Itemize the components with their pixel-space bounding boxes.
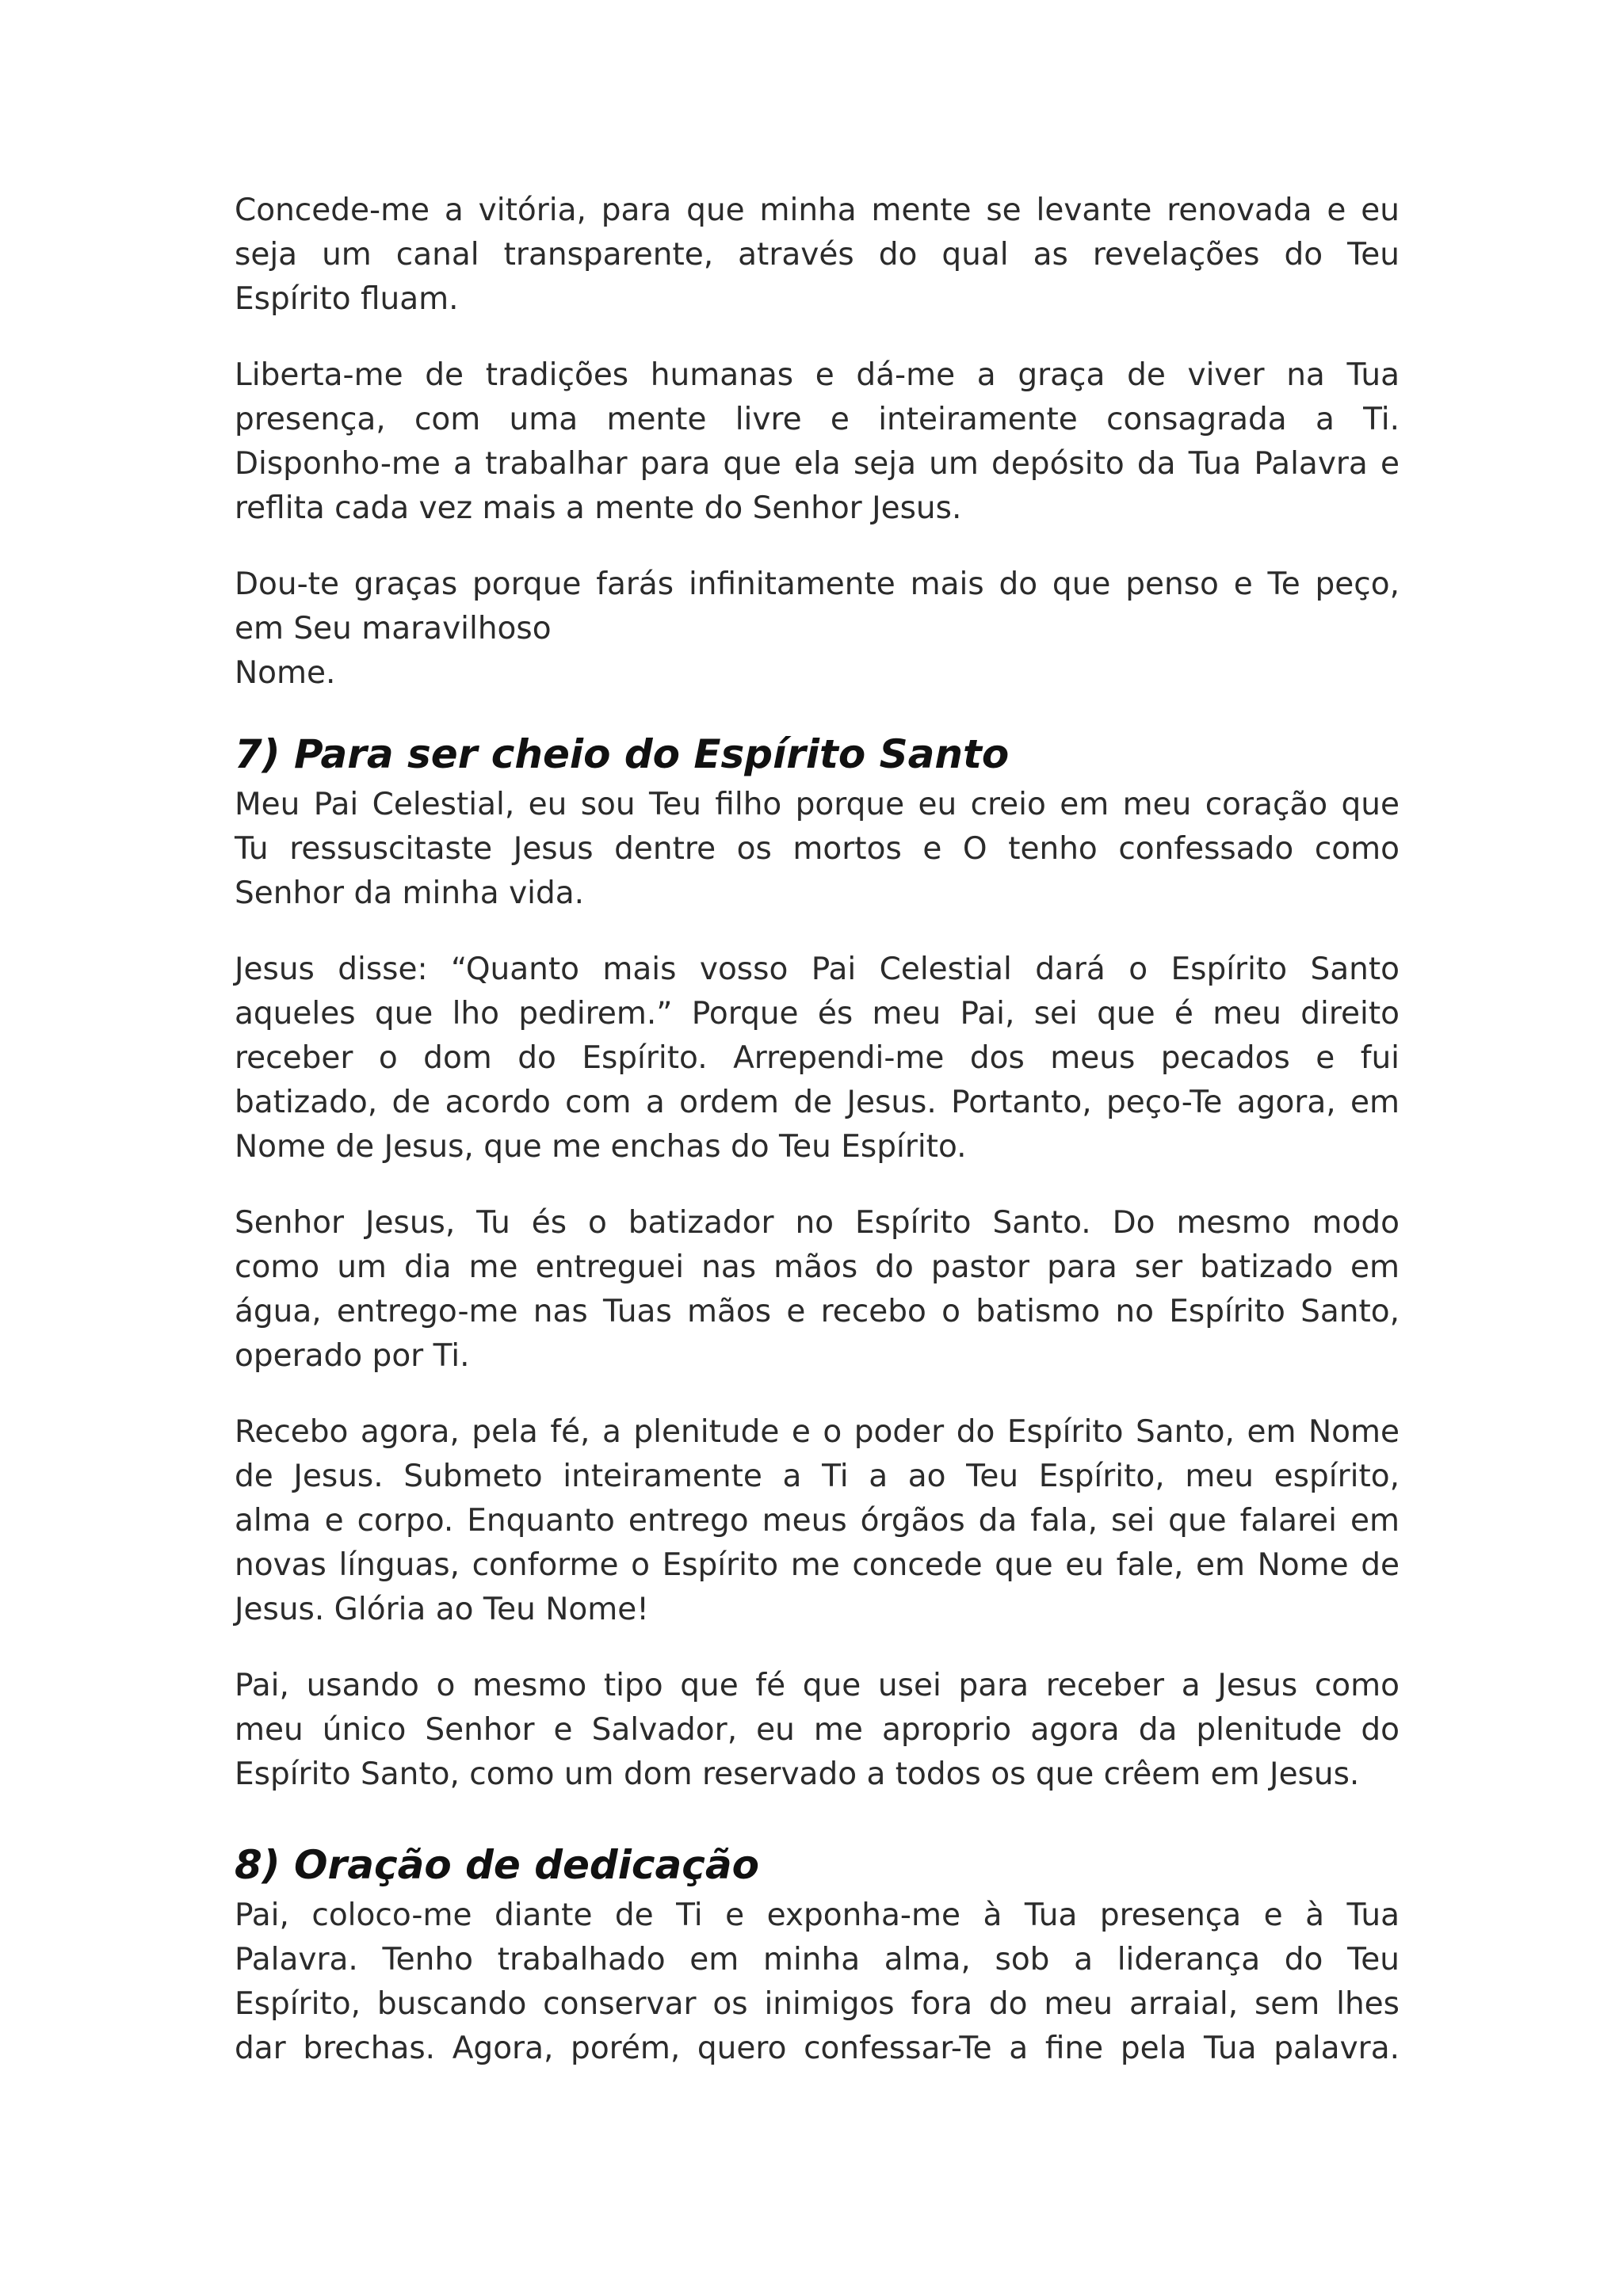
paragraph-recebo-agora (235, 1410, 1400, 1632)
section-heading-7: 7) Para ser cheio do Espírito Santo (235, 731, 1010, 777)
text-line: aqueles que lho pedirem.” Porque és meu Pai, sei que é meu direito (235, 996, 1400, 1032)
paragraph-senhor-jesus (235, 1201, 1400, 1379)
text-line: Palavra. Tenho trabalhado em minha alma, sob a liderança do Teu (235, 1942, 1400, 1978)
section-heading-8: 8) Oração de dedicação (235, 1842, 759, 1888)
text-line: operado por Ti. (235, 1338, 470, 1374)
text-line: Nome de Jesus, que me enchas do Teu Espírito. (235, 1129, 967, 1165)
paragraph-concede (235, 189, 1400, 322)
text-line: Jesus disse: “Quanto mais vosso Pai Celestial dará o Espírito Santo (235, 952, 1400, 987)
text-line: Liberta-me de tradições humanas e dá-me a graça de viver na Tua (235, 357, 1400, 393)
paragraph-jesus-disse (235, 948, 1400, 1169)
text-line: Concede-me a vitória, para que minha mente se levante renovada e eu (235, 193, 1400, 228)
document-page (235, 189, 1400, 2103)
text-line: presença, com uma mente livre e inteiramente consagrada a Ti. (235, 402, 1400, 437)
text-line: Pai, usando o mesmo tipo que fé que usei para receber a Jesus como (235, 1668, 1400, 1703)
text-line: Espírito Santo, como um dom reservado a todos os que crêem em Jesus. (235, 1756, 1360, 1792)
text-line: Senhor Jesus, Tu és o batizador no Espírito Santo. Do mesmo modo (235, 1205, 1400, 1241)
text-line: receber o dom do Espírito. Arrependi-me dos meus pecados e fui (235, 1040, 1400, 1076)
paragraph-pai-usando (235, 1664, 1400, 1797)
text-line: Jesus. Glória ao Teu Nome! (235, 1592, 649, 1627)
text-line: Espírito, buscando conservar os inimigos fora do meu arraial, sem lhes (235, 1986, 1400, 2022)
text-line: alma e corpo. Enquanto entrego meus órgãos da fala, sei que falarei em (235, 1503, 1400, 1539)
paragraph-liberta (235, 353, 1400, 531)
text-line: em Seu maravilhoso (235, 611, 552, 646)
text-line: dar brechas. Agora, porém, quero confessar-Te a fine pela Tua palavra. (235, 2031, 1400, 2066)
text-line: Disponho-me a trabalhar para que ela seja um depósito da Tua Palavra e (235, 446, 1400, 482)
text-line: Meu Pai Celestial, eu sou Teu filho porque eu creio em meu coração que (235, 787, 1400, 822)
text-line: novas línguas, conforme o Espírito me concede que eu fale, em Nome de (235, 1547, 1400, 1583)
paragraph-dou-te-gracas (235, 563, 1400, 696)
text-line: seja um canal transparente, através do qual as revelações do Teu (235, 237, 1400, 273)
text-line: de Jesus. Submeto inteiramente a Ti a ao Teu Espírito, meu espírito, (235, 1459, 1400, 1494)
text-line: meu único Senhor e Salvador, eu me aproprio agora da plenitude do (235, 1712, 1400, 1748)
text-line: Nome. (235, 655, 336, 691)
text-line: como um dia me entreguei nas mãos do pastor para ser batizado em (235, 1249, 1400, 1285)
text-line: batizado, de acordo com a ordem de Jesus. Portanto, peço-Te agora, em (235, 1085, 1400, 1120)
text-line: água, entrego-me nas Tuas mãos e recebo o batismo no Espírito Santo, (235, 1294, 1400, 1329)
text-line: Recebo agora, pela fé, a plenitude e o poder do Espírito Santo, em Nome (235, 1414, 1400, 1450)
text-line: reflita cada vez mais a mente do Senhor Jesus. (235, 490, 962, 526)
paragraph-pai-coloco-me (235, 1894, 1400, 2071)
text-line: Pai, coloco-me diante de Ti e exponha-me à Tua presença e à Tua (235, 1897, 1400, 1933)
text-line: Espírito fluam. (235, 281, 459, 317)
text-line: Dou-te graças porque farás infinitamente mais do que penso e Te peço, (235, 566, 1400, 602)
text-line: Tu ressuscitaste Jesus dentre os mortos e O tenho confessado como (235, 831, 1400, 867)
text-line: Senhor da minha vida. (235, 875, 585, 911)
paragraph-meu-pai (235, 783, 1400, 916)
